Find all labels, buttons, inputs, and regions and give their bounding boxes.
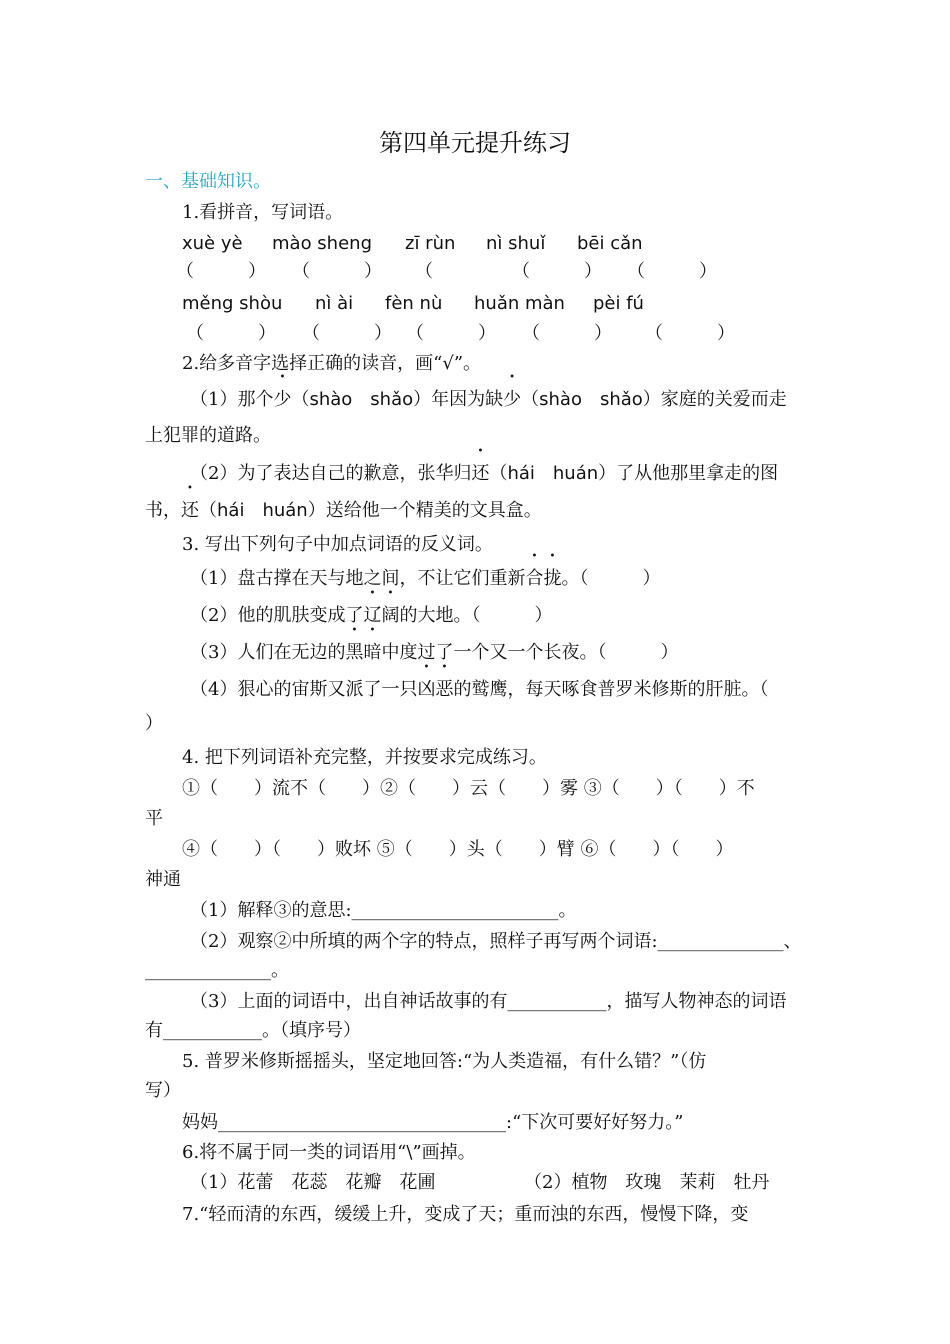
dotted-char: 暗 bbox=[363, 642, 382, 663]
paren-close: ） bbox=[699, 261, 717, 282]
paren-open: （ bbox=[522, 323, 540, 344]
dotted-char: 少 bbox=[273, 389, 292, 410]
question-2-sentence-1-continued: 上犯罪的道路。 bbox=[145, 425, 271, 446]
section-heading-basic-knowledge: 一、基础知识。 bbox=[145, 171, 271, 192]
paren-open: （ bbox=[415, 261, 433, 282]
paren-open: （ bbox=[512, 261, 530, 282]
question-4-idioms-row-2: ④（ ）（ ）败坏 ⑤（ ）头（ ）臂 ⑥（ ）（ ） bbox=[182, 839, 734, 860]
paren-close: ） bbox=[364, 261, 382, 282]
question-4-part-2: （2）观察②中所填的两个字的特点，照样子再写两个词语:______________、 bbox=[190, 931, 802, 952]
pinyin-item: nì ài bbox=[315, 293, 354, 314]
question-5-answer-line: 妈妈________________________________:“下次可要好好努力。” bbox=[182, 1112, 684, 1133]
sentence-text: （1）那个 bbox=[190, 389, 274, 410]
question-1-stem: 1.看拼音，写词语。 bbox=[182, 202, 344, 223]
question-3-stem: 3. 写出下列句子中加点词语的反义词。 bbox=[182, 534, 493, 555]
paren-close: ） bbox=[594, 323, 612, 344]
paren-open: （ bbox=[176, 261, 194, 282]
dotted-char: 拢 bbox=[543, 568, 562, 589]
sentence-text: 的大地。（ ） bbox=[399, 605, 553, 626]
paren-close: ） bbox=[584, 261, 602, 282]
question-3-sentence-1 bbox=[190, 567, 660, 591]
dotted-char: 少 bbox=[503, 389, 522, 410]
paren-close: ） bbox=[258, 323, 276, 344]
question-2-sentence-2-continued bbox=[145, 499, 542, 523]
question-3-sentence-3 bbox=[190, 641, 678, 665]
question-4-idioms-row-2-continued: 神通 bbox=[145, 869, 181, 890]
question-2-sentence-2 bbox=[190, 462, 778, 486]
sentence-text: 。（ ） bbox=[561, 568, 661, 589]
question-6-group-1: （1）花蕾 花蕊 花瓣 花圃 bbox=[190, 1172, 436, 1193]
paren-open: （ bbox=[292, 261, 310, 282]
question-7-stem: 7.“轻而清的东西，缓缓上升，变成了天；重而浊的东西，慢慢下降，变 bbox=[182, 1204, 749, 1225]
paren-open: （ bbox=[627, 261, 645, 282]
sentence-text: 书， bbox=[145, 500, 181, 521]
paren-open: （ bbox=[645, 323, 663, 344]
question-4-part-3-continued: 有___________。（填序号） bbox=[145, 1020, 361, 1041]
question-2-stem: 2.给多音字选择正确的读音，画“√”。 bbox=[182, 353, 482, 374]
pinyin-item: fèn nù bbox=[385, 293, 443, 314]
page-title: 第四单元提升练习 bbox=[379, 129, 571, 157]
pinyin-item: mào sheng bbox=[272, 233, 372, 254]
sentence-text: （3）人们在无边的 bbox=[190, 642, 346, 663]
question-4-part-3: （3）上面的词语中，出自神话故事的有___________，描写人物神态的词语 bbox=[190, 991, 787, 1012]
pinyin-item: nì shuǐ bbox=[486, 233, 546, 254]
question-6-group-2: （2）植物 玫瑰 茉莉 牡丹 bbox=[524, 1172, 770, 1193]
paren-close: ） bbox=[248, 261, 266, 282]
sentence-text: （hái huán）了从他那里拿走的图 bbox=[489, 463, 779, 484]
question-6-stem: 6.将不属于同一类的词语用“\”画掉。 bbox=[182, 1142, 476, 1163]
pinyin-item: měng shòu bbox=[182, 293, 283, 314]
pinyin-item: huǎn màn bbox=[474, 293, 565, 314]
paren-close: ） bbox=[478, 323, 496, 344]
paren-close: ） bbox=[717, 323, 735, 344]
question-5-stem-continued: 写） bbox=[145, 1080, 181, 1101]
question-4-part-1: （1）解释③的意思:_______________________。 bbox=[190, 900, 577, 921]
pinyin-item: bēi cǎn bbox=[577, 233, 643, 254]
dotted-char: 还 bbox=[471, 463, 490, 484]
sentence-text: （shào shǎo）年因为缺 bbox=[291, 389, 504, 410]
sentence-text: （1）盘古撑在天与地之间，不让它们重新 bbox=[190, 568, 526, 589]
question-4-stem: 4. 把下列词语补充完整，并按要求完成练习。 bbox=[182, 747, 547, 768]
paren-close: ） bbox=[374, 323, 392, 344]
dotted-char: 合 bbox=[525, 568, 544, 589]
pinyin-item: xuè yè bbox=[182, 233, 243, 254]
dotted-char: 辽 bbox=[363, 605, 382, 626]
question-2-sentence-1 bbox=[190, 388, 787, 412]
question-3-sentence-4 bbox=[190, 678, 768, 702]
paren-open: （ bbox=[186, 323, 204, 344]
sentence-text: （hái huán）送给他一个精美的文具盒。 bbox=[199, 500, 542, 521]
question-4-idioms-row-1: ①（ ）流不（ ）②（ ）云（ ）雾 ③（ ）（ ）不 bbox=[182, 778, 755, 799]
sentence-text: 的鹫鹰，每天啄食普罗米修斯的肝脏。（ bbox=[453, 679, 769, 700]
dotted-char: 还 bbox=[181, 500, 199, 521]
question-4-part-2-continued: ______________。 bbox=[145, 960, 289, 981]
dotted-char: 恶 bbox=[435, 679, 454, 700]
sentence-text: （2）为了表达自己的歉意，张华归 bbox=[190, 463, 472, 484]
paren-open: （ bbox=[406, 323, 424, 344]
question-5-stem: 5. 普罗米修斯摇摇头，坚定地回答:“为人类造福，有什么错？”（仿 bbox=[182, 1051, 707, 1072]
dotted-char: 阔 bbox=[381, 605, 400, 626]
pinyin-item: pèi fú bbox=[593, 293, 644, 314]
sentence-text: （4）狠心的宙斯又派了一只 bbox=[190, 679, 418, 700]
dotted-char: 凶 bbox=[417, 679, 436, 700]
paren-open: （ bbox=[302, 323, 320, 344]
sentence-text: 中度过了一个又一个长夜。（ ） bbox=[381, 642, 679, 663]
question-4-idioms-row-1-continued: 平 bbox=[145, 808, 163, 829]
pinyin-item: zī rùn bbox=[405, 233, 456, 254]
dotted-char: 黑 bbox=[345, 642, 364, 663]
sentence-text: （2）他的肌肤变成了 bbox=[190, 605, 364, 626]
sentence-text: （shào shǎo）家庭的关爱而走 bbox=[521, 389, 787, 410]
question-3-sentence-4-continued: ） bbox=[145, 713, 163, 734]
